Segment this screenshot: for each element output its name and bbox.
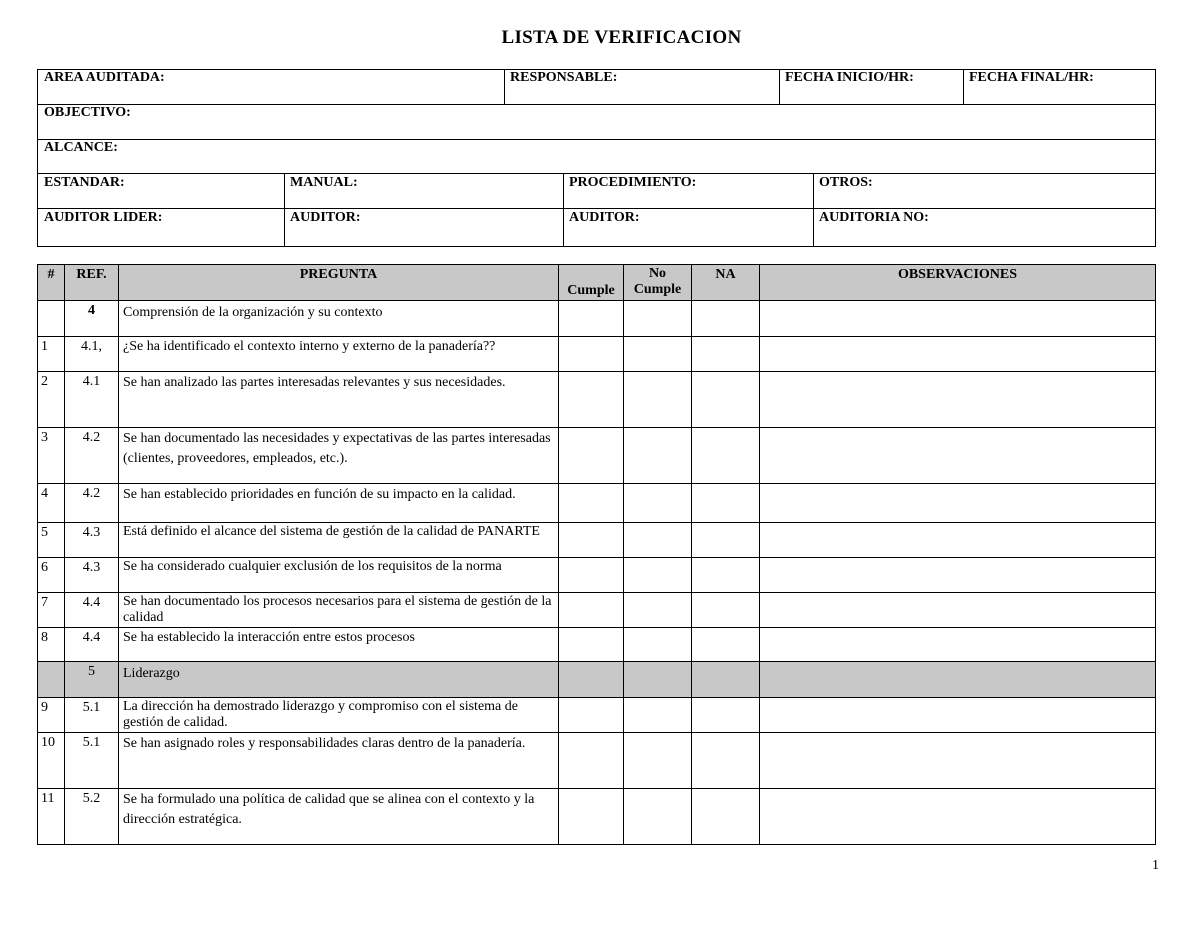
page-number: 1 (1152, 858, 1159, 873)
row-ref: 5.1 (65, 733, 119, 789)
audit-header (37, 69, 1155, 246)
na-cell[interactable] (692, 789, 760, 845)
no-cumple-cell[interactable] (624, 301, 692, 337)
document-title: LISTA DE VERIFICACION (501, 27, 742, 48)
na-cell[interactable] (692, 733, 760, 789)
section-row (38, 662, 1156, 698)
fecha-final-label: FECHA FINAL/HR: (969, 70, 1094, 85)
estandar-label: ESTANDAR: (44, 175, 125, 190)
no-cumple-line1: No (648, 266, 667, 281)
no-cumple-cell[interactable] (624, 733, 692, 789)
observaciones-cell[interactable] (760, 698, 1156, 733)
na-cell[interactable] (692, 593, 760, 628)
no-cumple-cell[interactable] (624, 628, 692, 662)
observaciones-cell[interactable] (760, 337, 1156, 372)
table-row (38, 337, 1156, 372)
row-pregunta: Se ha considerado cualquier exclusión de los requisitos de la norma (119, 558, 559, 593)
no-cumple-cell[interactable] (624, 593, 692, 628)
observaciones-cell[interactable] (760, 558, 1156, 593)
no-cumple-cell[interactable] (624, 428, 692, 484)
row-num: 11 (38, 789, 65, 845)
cumple-cell[interactable] (559, 628, 624, 662)
observaciones-cell[interactable] (760, 428, 1156, 484)
cumple-cell[interactable] (559, 484, 624, 523)
row-pregunta: La dirección ha demostrado liderazgo y compromiso con el sistema de gestión de calidad. (119, 698, 559, 733)
table-row (38, 733, 1156, 789)
otros-label: OTROS: (819, 175, 873, 190)
na-cell[interactable] (692, 558, 760, 593)
no-cumple-cell[interactable] (624, 337, 692, 372)
row-num (38, 662, 65, 698)
observaciones-cell[interactable] (760, 733, 1156, 789)
no-cumple-cell[interactable] (624, 523, 692, 558)
table-row (38, 628, 1156, 662)
na-cell[interactable] (692, 301, 760, 337)
checklist-table (37, 264, 1156, 845)
cumple-cell[interactable] (559, 698, 624, 733)
observaciones-cell[interactable] (760, 372, 1156, 428)
row-pregunta: ¿Se ha identificado el contexto interno y externo de la panadería?? (119, 337, 559, 372)
row-pregunta: Comprensión de la organización y su contexto (119, 301, 559, 337)
cumple-cell[interactable] (559, 428, 624, 484)
auditoria-no-label: AUDITORIA NO: (819, 210, 929, 225)
row-ref: 4.4 (65, 628, 119, 662)
na-cell[interactable] (692, 337, 760, 372)
table-row (38, 558, 1156, 593)
row-ref: 5.1 (65, 698, 119, 733)
no-cumple-cell[interactable] (624, 372, 692, 428)
fecha-inicio-label: FECHA INICIO/HR: (785, 70, 914, 85)
row-pregunta: Liderazgo (119, 662, 559, 698)
col-na-header: NA (692, 265, 760, 301)
table-row (38, 698, 1156, 733)
observaciones-cell[interactable] (760, 662, 1156, 698)
col-observaciones-header: OBSERVACIONES (760, 265, 1156, 301)
row-num: 3 (38, 428, 65, 484)
row-ref: 4.1, (65, 337, 119, 372)
row-pregunta: Se han analizado las partes interesadas relevantes y sus necesidades. (119, 372, 559, 428)
row-num: 6 (38, 558, 65, 593)
responsable-label: RESPONSABLE: (510, 70, 618, 85)
col-pregunta-header: PREGUNTA (119, 265, 559, 301)
observaciones-cell[interactable] (760, 789, 1156, 845)
row-ref: 4.1 (65, 372, 119, 428)
row-ref: 4.3 (65, 523, 119, 558)
cumple-cell[interactable] (559, 662, 624, 698)
observaciones-cell[interactable] (760, 628, 1156, 662)
cumple-cell[interactable] (559, 372, 624, 428)
table-row (38, 523, 1156, 558)
cumple-cell[interactable] (559, 558, 624, 593)
table-row (38, 301, 1156, 337)
row-ref: 4 (65, 301, 119, 337)
table-row (38, 484, 1156, 523)
no-cumple-cell[interactable] (624, 484, 692, 523)
observaciones-cell[interactable] (760, 523, 1156, 558)
row-ref: 5 (65, 662, 119, 698)
area-auditada-label: AREA AUDITADA: (44, 70, 165, 85)
na-cell[interactable] (692, 662, 760, 698)
row-num: 2 (38, 372, 65, 428)
row-ref: 5.2 (65, 789, 119, 845)
no-cumple-cell[interactable] (624, 662, 692, 698)
row-pregunta: Se han asignado roles y responsabilidades claras dentro de la panadería. (119, 733, 559, 789)
auditor-label-1: AUDITOR: (290, 210, 361, 225)
auditor-label-2: AUDITOR: (569, 210, 640, 225)
procedimiento-label: PROCEDIMIENTO: (569, 175, 697, 190)
row-num: 4 (38, 484, 65, 523)
row-num (38, 301, 65, 337)
na-cell[interactable] (692, 698, 760, 733)
no-cumple-cell[interactable] (624, 698, 692, 733)
table-row (38, 428, 1156, 484)
row-pregunta: Se han documentado los procesos necesarios para el sistema de gestión de la calidad (119, 593, 559, 628)
cumple-cell[interactable] (559, 789, 624, 845)
col-no-cumple-header (624, 265, 692, 301)
table-row (38, 789, 1156, 845)
row-pregunta: Se han establecido prioridades en función de su impacto en la calidad. (119, 484, 559, 523)
row-ref: 4.4 (65, 593, 119, 628)
cumple-cell[interactable] (559, 523, 624, 558)
cumple-cell[interactable] (559, 301, 624, 337)
manual-label: MANUAL: (290, 175, 358, 190)
na-cell[interactable] (692, 628, 760, 662)
col-num-header: # (38, 265, 65, 301)
cumple-cell[interactable] (559, 593, 624, 628)
row-num: 8 (38, 628, 65, 662)
alcance-label: ALCANCE: (44, 140, 118, 155)
row-ref: 4.2 (65, 484, 119, 523)
row-pregunta: Se ha establecido la interacción entre estos procesos (119, 628, 559, 662)
observaciones-cell[interactable] (760, 301, 1156, 337)
no-cumple-line2: Cumple (633, 282, 682, 297)
na-cell[interactable] (692, 372, 760, 428)
na-cell[interactable] (692, 523, 760, 558)
na-cell[interactable] (692, 428, 760, 484)
col-ref-header: REF. (65, 265, 119, 301)
table-row (38, 593, 1156, 628)
observaciones-cell[interactable] (760, 593, 1156, 628)
row-num: 9 (38, 698, 65, 733)
row-num: 1 (38, 337, 65, 372)
row-ref: 4.3 (65, 558, 119, 593)
cumple-cell[interactable] (559, 733, 624, 789)
row-pregunta: Se ha formulado una política de calidad que se alinea con el contexto y la dirección estratégica. (119, 789, 559, 845)
no-cumple-cell[interactable] (624, 789, 692, 845)
no-cumple-cell[interactable] (624, 558, 692, 593)
na-cell[interactable] (692, 484, 760, 523)
observaciones-cell[interactable] (760, 484, 1156, 523)
row-num: 10 (38, 733, 65, 789)
col-cumple-header: Cumple (559, 265, 624, 301)
row-pregunta: Se han documentado las necesidades y expectativas de las partes interesadas (clientes, proveedores, empleados, etc.). (119, 428, 559, 484)
row-pregunta: Está definido el alcance del sistema de gestión de la calidad de PANARTE (119, 523, 559, 558)
row-num: 5 (38, 523, 65, 558)
row-num: 7 (38, 593, 65, 628)
objetivo-label: OBJECTIVO: (44, 105, 131, 120)
table-row (38, 372, 1156, 428)
row-ref: 4.2 (65, 428, 119, 484)
auditor-lider-label: AUDITOR LIDER: (44, 210, 163, 225)
cumple-cell[interactable] (559, 337, 624, 372)
